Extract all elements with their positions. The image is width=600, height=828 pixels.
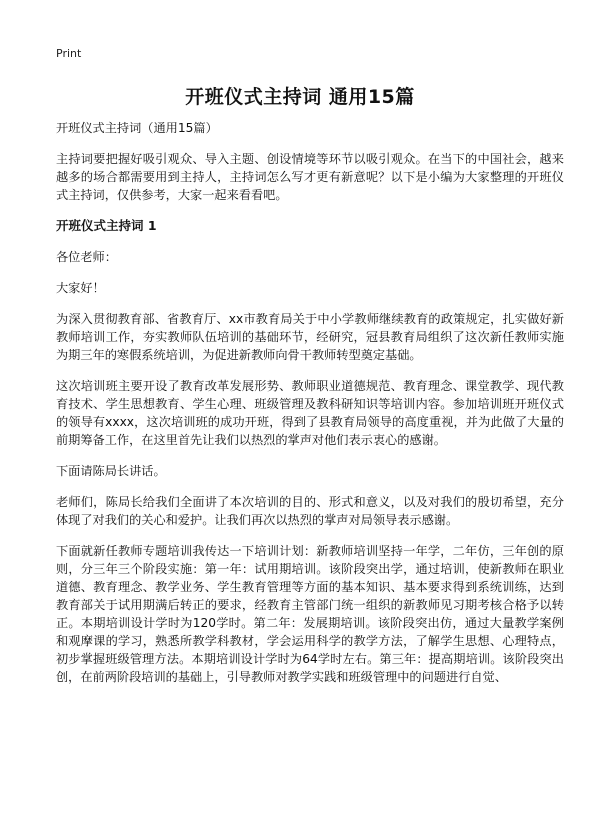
greeting-paragraph: 大家好！	[56, 281, 105, 295]
page-title: 开班仪式主持词 通用15篇	[185, 86, 415, 108]
salutation-paragraph: 各位老师：	[56, 250, 117, 264]
intro-paragraph: 主持词要把握好吸引观众、导入主题、创设情境等环节以吸引观众。在当下的中国社会，越来越多的场合都需要用到主持人，主持词怎么写才更有新意呢？以下是小编为大家整理的开班仪式主持词，仅供参考，大家一起来看看吧。	[56, 152, 564, 202]
print-label: Print	[56, 47, 82, 60]
body-paragraph-5: 下面就新任教师专题培训我传达一下培训计划：新教师培训坚持一年学，二年仿，三年创的原则，分三年三个阶段实施：第一年：试用期培训。该阶段突出学，通过培训，使新教师在职业道德、教育理念、教学业务、学生教育管理等方面的基本知识、基本要求得到系统训练，达到教育部关于试用期满后转正的要求，经教育主管部门统一组织的新教师见习期考核合格予以转正。本期培训设计学时为120学时。第二年：发展期培训。该阶段突出仿，通过大量教学案例和观摩课的学习，熟悉所教学科教材，学会运用科学的教学方法，了解学生思想、心理特点，初步掌握班级管理方法。本期培训设计学时为64学时左右。第三年：提高期培训。该阶段突出创，在前两阶段培训的基础上，引导教师对教学实践和班级管理中的问题进行自觉、	[56, 544, 564, 684]
document-body	[56, 119, 564, 686]
body-paragraph-2: 这次培训班主要开设了教育改革发展形势、教师职业道德规范、教育理念、课堂教学、现代教育技术、学生思想教育、学生心理、班级管理及教科研知识等培训内容。参加培训班开班仪式的领导有xxxx，这次培训班的成功开班，得到了县教育局领导的高度重视，并为此做了大量的前期筹备工作，在这里首先让我们以热烈的掌声对他们表示衷心的感谢。	[56, 379, 564, 447]
body-paragraph-3: 下面请陈局长讲话。	[56, 464, 166, 478]
document-subtitle: 开班仪式主持词（通用15篇）	[56, 121, 218, 135]
section-heading: 开班仪式主持词 1	[56, 218, 157, 233]
body-paragraph-4: 老师们，陈局长给我们全面讲了本次培训的目的、形式和意义，以及对我们的殷切希望，充分体现了对我们的关心和爱护。让我们再次以热烈的掌声对局领导表示感谢。	[56, 495, 564, 527]
body-paragraph-1: 为深入贯彻教育部、省教育厅、xx市教育局关于中小学教师继续教育的政策规定，扎实做好新教师培训工作，夯实教师队伍培训的基础环节，经研究，冠县教育局组织了这次新任教师实施为期三年的寒假系统培训，为促进新教师向骨干教师转型奠定基础。	[56, 312, 564, 362]
